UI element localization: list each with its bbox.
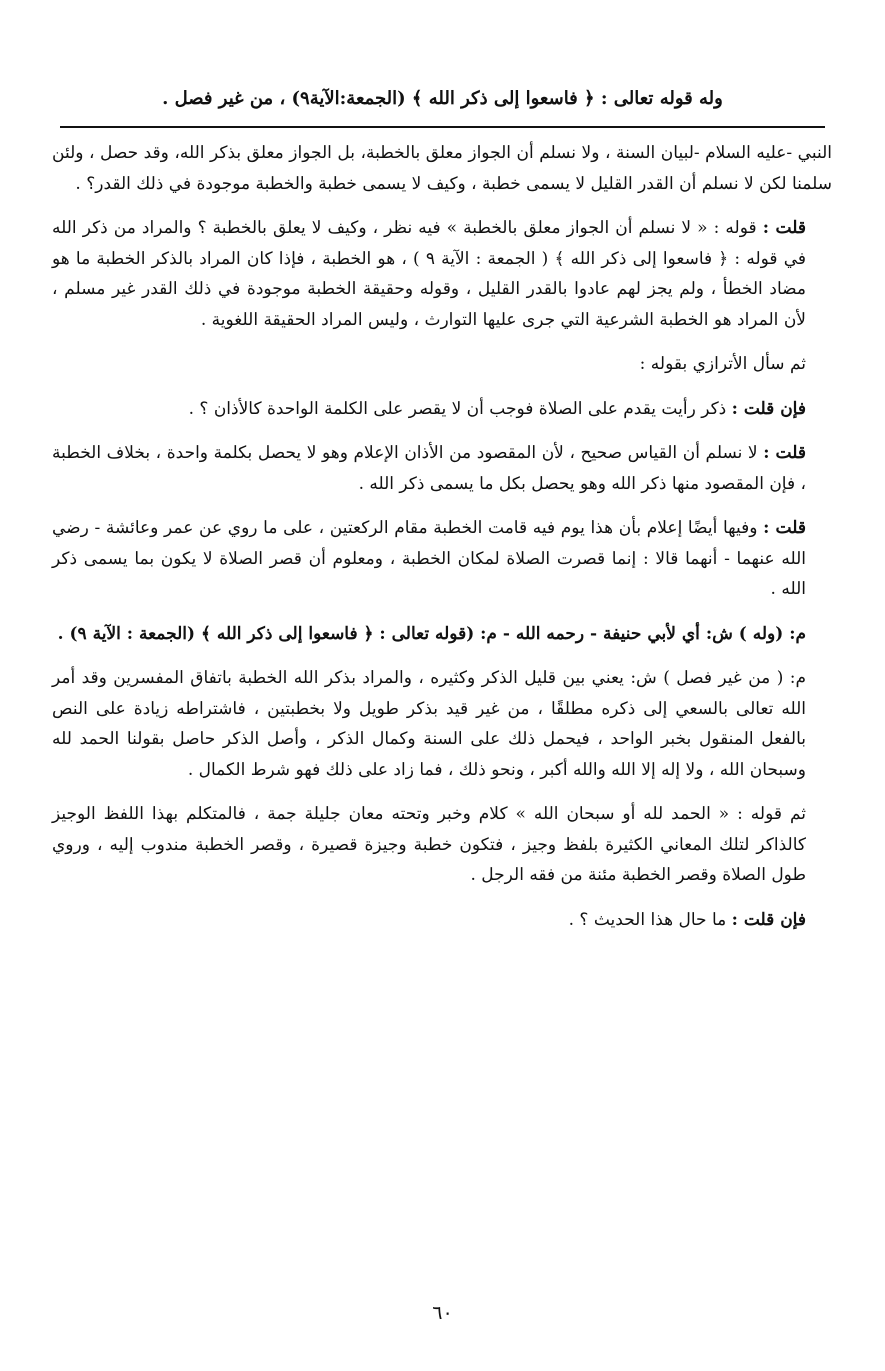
running-header: وله قوله تعالى : ﴿ فاسعوا إلى ذكر الله ﴾ (الجمعة:الآية٩) ، من غير فصل . [162,88,723,109]
paragraph-9 [52,799,832,891]
paragraph-10-text: ما حال هذا الحديث ؟ . [568,909,732,930]
paragraph-2-lead: قلت : [762,218,806,238]
paragraph-4 [52,394,832,425]
paragraph-4-text: ذكر رأيت يقدم على الصلاة فوجب أن لا يقصر على الكلمة الواحدة كالأذان ؟ . [188,398,732,419]
paragraph-5-lead: قلت : [763,443,806,463]
paragraph-8-text: م: ( من غير فصل ) ش: يعني بين قليل الذكر وكثيره ، والمراد بذكر الله الخطبة باتفاق المفسرين وقد أمر الله تعالى بالسعي إلى ذكره مطلقًا ، من غير قيد بذكر طويل ولا بخطبتين ، فاشتراطه زيادة على النص بالفعل المنقول بخبر الواحد ، فيحمل ذلك على السنة وكمال الذكر ، وأصل الذكر حاصل بقولنا الحمد لله وسبحان الله ، ولا إله إلا الله والله أكبر ، ونحو ذلك ، فما زاد على ذلك فهو شرط الكمال . [52,668,806,780]
paragraph-8 [52,663,832,785]
paragraph-7 [52,619,832,650]
paragraph-10 [52,905,832,936]
paragraph-1-text: النبي -عليه السلام -لبيان السنة ، ولا نسلم أن الجواز معلق بالخطبة، بل الجواز معلق بذكر الله، وقد حصل ، ولئن سلمنا لكن لا نسلم أن القدر القليل لا يسمى خطبة ، وكيف لا يسمى خطبة والخطبة موجودة في ذلك القدر؟ . [52,143,832,194]
paragraph-6 [52,513,832,605]
paragraph-6-text: وفيها أيضًا إعلام بأن هذا يوم فيه قامت الخطبة مقام الركعتين ، على ما روي عن عمر وعائشة - رضي الله عنهما - أنهما قالا : إنما قصرت الصلاة لمكان الخطبة ، ومعلوم أن قصر الصلاة لا يكون بما يسمى ذكر الله . [52,518,806,599]
paragraph-7-lead: م: (وله ) ش: أي لأبي حنيفة - رحمه الله - م: (قوله تعالى : ﴿ فاسعوا إلى ذكر الله ﴾ (الجمعة : الآية ٩) . [57,623,806,644]
paragraph-2 [52,213,832,335]
paragraph-1 [52,138,832,199]
paragraph-4-lead: فإن قلت : [731,398,806,419]
paragraph-5-text: لا نسلم أن القياس صحيح ، لأن المقصود من الأذان الإعلام وهو لا يحصل بكلمة واحدة ، بخلاف الخطبة ، فإن المقصود منها ذكر الله وهو يحصل بكل ما يسمى ذكر الله . [52,443,806,494]
header-rule [60,126,825,128]
main-text [52,138,832,935]
paragraph-6-lead: قلت : [763,518,806,538]
paragraph-2-text: قوله : « لا نسلم أن الجواز معلق بالخطبة » فيه نظر ، وكيف لا يعلق بالخطبة ؟ والمراد من ذكر الله في قوله : ﴿ فاسعوا إلى ذكر الله ﴾ ( الجمعة : الآية ٩ ) ، هو الخطبة ، فإذا كان المراد بالذكر الخطبة ما هو مضاد الخطأ ، ولم يجز لهم عادوا بالقدر القليل ، وقوله وحقيقة الخطبة موجودة في ذلك القدر غير مسلم ، لأن المراد هو الخطبة الشرعية التي جرى عليها التوارث ، وليس المراد الحقيقة اللغوية . [52,218,806,330]
paragraph-10-lead: فإن قلت : [731,909,806,930]
paragraph-5 [52,438,832,499]
paragraph-9-text: ثم قوله : « الحمد لله أو سبحان الله » كلام وخبر وتحته معان جليلة جمة ، فالمتكلم بهذا اللفظ الوجيز كالذاكر لتلك المعاني الكثيرة بلفظ وجيز ، فتكون خطبة وجيزة قصيرة ، وقصر الخطبة مندوب إليه ، وروي طول الصلاة وقصر الخطبة مئنة من فقه الرجل . [52,804,806,885]
paragraph-3 [52,349,832,380]
paragraph-3-text: ثم سأل الأترازي بقوله : [639,354,806,374]
page-number: ٦٠ [432,1302,453,1324]
